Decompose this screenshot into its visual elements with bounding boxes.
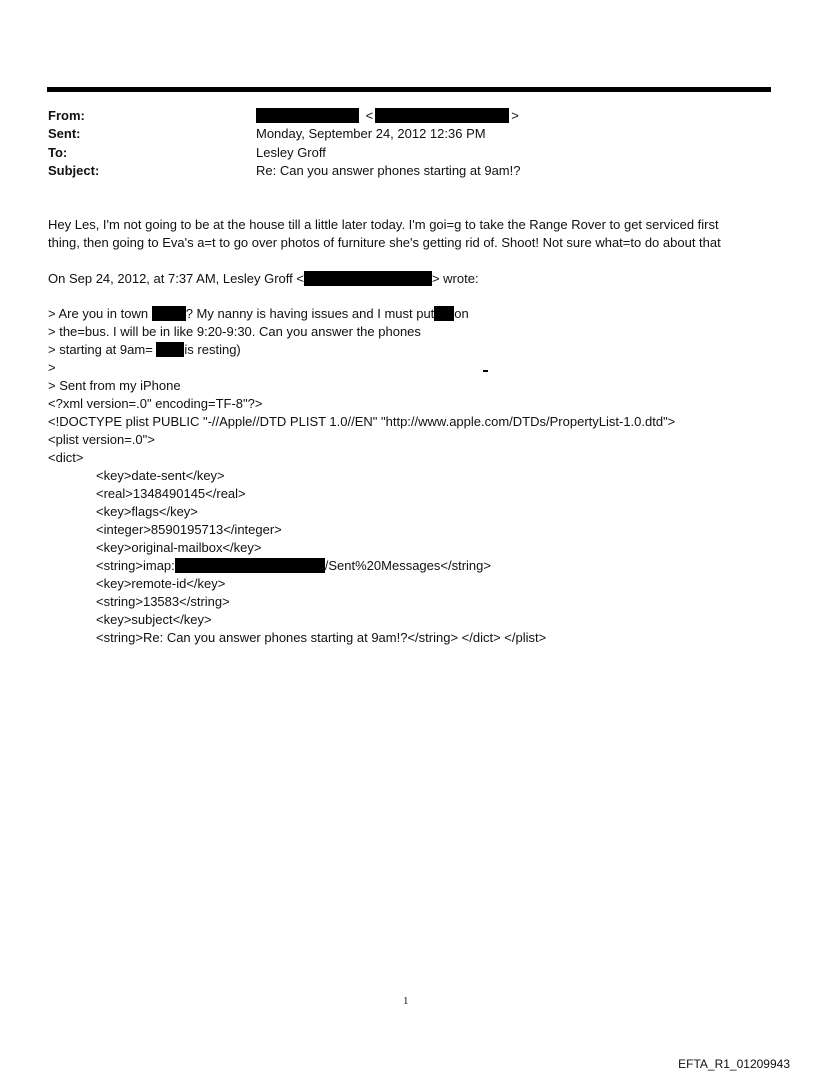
quoted-line: > the=bus. I will be in like 9:20-9:30. Can you answer the phones xyxy=(48,324,421,339)
redaction xyxy=(156,342,184,357)
plist-line: <dict> xyxy=(48,450,84,465)
plist-line: <plist version=.0"> xyxy=(48,432,155,447)
plist-line: <key>subject</key> xyxy=(96,612,212,627)
to-value: Lesley Groff xyxy=(256,145,326,160)
redaction xyxy=(434,306,454,321)
quoted-line: > starting at 9am= is resting) xyxy=(48,342,241,357)
quote-intro: On Sep 24, 2012, at 7:37 AM, Lesley Groff < > wrote: xyxy=(48,271,479,286)
redaction xyxy=(256,108,359,123)
plist-line: <key>original-mailbox</key> xyxy=(96,540,262,555)
quoted-line: > Sent from my iPhone xyxy=(48,378,181,393)
stray-mark xyxy=(483,370,488,372)
subject-label: Subject: xyxy=(48,163,100,178)
redaction xyxy=(304,271,432,286)
from-label: From: xyxy=(48,108,85,123)
sent-value: Monday, September 24, 2012 12:36 PM xyxy=(256,126,486,141)
plist-line: <key>flags</key> xyxy=(96,504,198,519)
plist-line: <string>imap: /Sent%20Messages</string> xyxy=(96,558,491,573)
plist-line: <real>1348490145</real> xyxy=(96,486,246,501)
quoted-line: > Are you in town ? My nanny is having issues and I must put on xyxy=(48,306,469,321)
redaction xyxy=(152,306,186,321)
plist-line: <key>remote-id</key> xyxy=(96,576,226,591)
plist-line: <string>Re: Can you answer phones starting at 9am!?</string> </dict> </plist> xyxy=(96,630,547,645)
plist-line: <?xml version=.0" encoding=TF-8"?> xyxy=(48,396,263,411)
redaction xyxy=(375,108,509,123)
plist-line: <!DOCTYPE plist PUBLIC "-//Apple//DTD PLIST 1.0//EN" "http://www.apple.com/DTDs/PropertyList-1.0.dtd"> xyxy=(48,414,676,429)
from-value: < > xyxy=(256,107,519,125)
redaction xyxy=(175,558,325,573)
to-label: To: xyxy=(48,145,68,160)
document-id: EFTA_R1_01209943 xyxy=(678,1057,790,1071)
quoted-line: > xyxy=(48,360,56,375)
plist-line: <key>date-sent</key> xyxy=(96,468,225,483)
body-line: thing, then going to Eva's a=t to go over photos of furniture she's getting rid of. Shoot! Not sure what=to do about that xyxy=(48,235,721,250)
sent-label: Sent: xyxy=(48,126,81,141)
header-rule xyxy=(47,87,771,92)
subject-value: Re: Can you answer phones starting at 9am!? xyxy=(256,163,521,178)
body-line: Hey Les, I'm not going to be at the house till a little later today. I'm goi=g to take the Range Rover to get serviced first xyxy=(48,217,719,232)
plist-line: <string>13583</string> xyxy=(96,594,230,609)
page-number: 1 xyxy=(403,995,409,1007)
plist-line: <integer>8590195713</integer> xyxy=(96,522,282,537)
